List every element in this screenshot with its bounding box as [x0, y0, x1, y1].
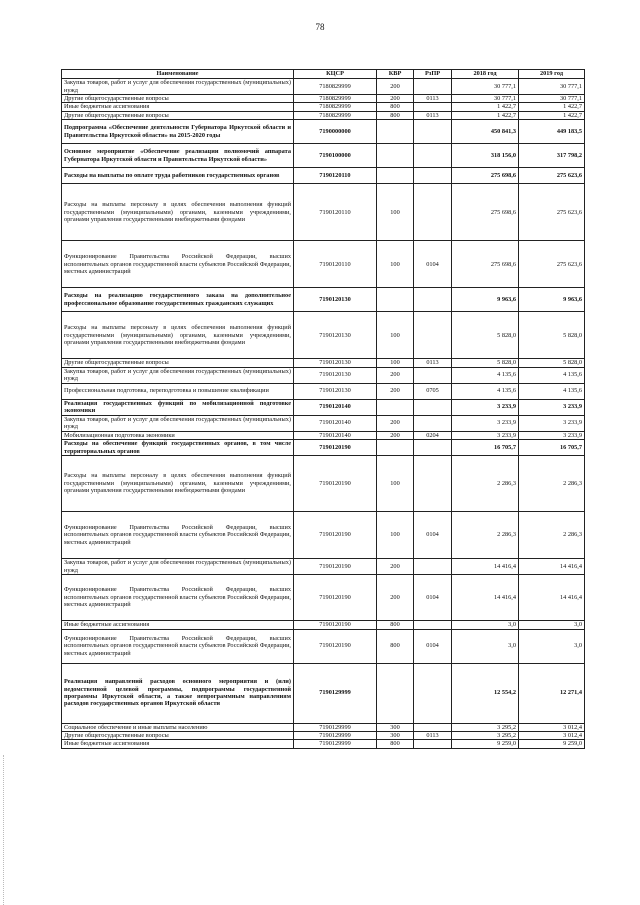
row-rzpr: 0104: [414, 575, 452, 621]
table-row: [62, 575, 585, 621]
row-rzpr: [414, 723, 452, 731]
table-row: [62, 288, 585, 312]
row-code: 7190120190: [294, 512, 377, 559]
row-value-2019: 9 963,6: [519, 288, 585, 312]
table-row: [62, 144, 585, 168]
row-value-2019: 12 271,4: [519, 663, 585, 723]
row-kvr: [377, 120, 414, 144]
row-value-2018: 2 286,3: [452, 512, 519, 559]
row-value-2018: 275 698,6: [452, 184, 519, 241]
row-rzpr: [414, 456, 452, 512]
row-rzpr: [414, 740, 452, 748]
row-kvr: 100: [377, 184, 414, 241]
row-value-2019: 3 012,4: [519, 723, 585, 731]
table-row: [62, 111, 585, 119]
row-kvr: [377, 144, 414, 168]
row-name: Иные бюджетные ассигнования: [62, 740, 294, 748]
row-code: 7190120130: [294, 359, 377, 367]
table-row: [62, 367, 585, 383]
row-name: Подпрограмма «Обеспечение деятельности Губернатора Иркутской области и Правительства Иркутской области» на 2015-2020 годы: [62, 120, 294, 144]
row-rzpr: [414, 79, 452, 95]
row-code: 7190120190: [294, 440, 377, 456]
row-rzpr: 0113: [414, 359, 452, 367]
row-name: Основное мероприятие «Обеспечение реализации полномочий аппарата Губернатора Иркутской области и Правительства Иркутской области»: [62, 144, 294, 168]
table-row: [62, 415, 585, 431]
row-code: 7190129999: [294, 731, 377, 739]
row-name: Расходы на выплаты персоналу в целях обеспечения выполнения функций государственными (муниципальными) органами, казенными учреждениями, органами управления государственными внебюджетными фондами: [62, 184, 294, 241]
row-value-2018: 1 422,7: [452, 111, 519, 119]
table-header-row: [62, 70, 585, 79]
row-value-2019: 4 135,6: [519, 367, 585, 383]
row-name: Мобилизационная подготовка экономики: [62, 431, 294, 439]
row-rzpr: [414, 663, 452, 723]
row-value-2019: 3 233,9: [519, 431, 585, 439]
row-name: Закупка товаров, работ и услуг для обеспечения государственных (муниципальных) нужд: [62, 415, 294, 431]
row-rzpr: 0104: [414, 629, 452, 663]
row-name: Расходы на выплаты по оплате труда работников государственных органов: [62, 168, 294, 184]
row-name: Другие общегосударственные вопросы: [62, 111, 294, 119]
row-name: Профессиональная подготовка, переподготовка и повышение квалификации: [62, 383, 294, 399]
row-rzpr: [414, 440, 452, 456]
row-code: 7190120140: [294, 431, 377, 439]
row-code: 7190120110: [294, 241, 377, 288]
row-kvr: [377, 663, 414, 723]
row-value-2018: 9 963,6: [452, 288, 519, 312]
row-value-2018: 3,0: [452, 629, 519, 663]
row-name: Функционирование Правительства Российской Федерации, высших исполнительных органов государственной власти субъектов Российской Федерации, местных администраций: [62, 241, 294, 288]
row-value-2018: 30 777,1: [452, 79, 519, 95]
row-code: 7180829999: [294, 111, 377, 119]
table-row: [62, 312, 585, 359]
row-code: 7180829999: [294, 103, 377, 111]
table-row: [62, 663, 585, 723]
row-value-2018: 318 156,0: [452, 144, 519, 168]
row-value-2018: 5 828,0: [452, 359, 519, 367]
row-code: 7190120190: [294, 575, 377, 621]
row-value-2018: 3,0: [452, 621, 519, 629]
row-code: 7190120190: [294, 456, 377, 512]
row-value-2019: 5 828,0: [519, 359, 585, 367]
row-value-2018: 3 233,9: [452, 431, 519, 439]
row-value-2019: 275 623,6: [519, 241, 585, 288]
row-name: Расходы на выплаты персоналу в целях обеспечения выполнения функций государственными (муниципальными) органами, казенными учреждениями, органами управления государственными внебюджетными фондами: [62, 456, 294, 512]
row-value-2019: 5 828,0: [519, 312, 585, 359]
row-name: Закупка товаров, работ и услуг для обеспечения государственных (муниципальных) нужд: [62, 79, 294, 95]
row-rzpr: 0113: [414, 731, 452, 739]
row-value-2019: 14 416,4: [519, 575, 585, 621]
row-value-2019: 3 012,4: [519, 731, 585, 739]
table-row: [62, 740, 585, 748]
row-code: 7190100000: [294, 144, 377, 168]
row-kvr: 200: [377, 415, 414, 431]
row-value-2018: 12 554,2: [452, 663, 519, 723]
row-code: 7190000000: [294, 120, 377, 144]
row-name: Расходы на реализацию государственного заказа на дополнительное профессиональное образование государственных гражданских служащих: [62, 288, 294, 312]
row-kvr: [377, 399, 414, 415]
row-rzpr: [414, 103, 452, 111]
row-rzpr: 0705: [414, 383, 452, 399]
row-value-2019: 4 135,6: [519, 383, 585, 399]
row-kvr: 100: [377, 241, 414, 288]
row-rzpr: 0113: [414, 95, 452, 103]
row-rzpr: [414, 621, 452, 629]
table-row: [62, 431, 585, 439]
row-name: Иные бюджетные ассигнования: [62, 621, 294, 629]
header-name: Наименование: [62, 70, 294, 79]
row-code: 7190120190: [294, 559, 377, 575]
row-kvr: 800: [377, 621, 414, 629]
header-2018: 2018 год: [452, 70, 519, 79]
table-row: [62, 383, 585, 399]
row-kvr: 800: [377, 740, 414, 748]
row-value-2019: 275 623,6: [519, 168, 585, 184]
row-kvr: 100: [377, 359, 414, 367]
row-name: Реализация государственных функций по мобилизационной подготовке экономики: [62, 399, 294, 415]
row-value-2018: 2 286,3: [452, 456, 519, 512]
row-name: Иные бюджетные ассигнования: [62, 103, 294, 111]
row-kvr: 100: [377, 456, 414, 512]
header-2019: 2019 год: [519, 70, 585, 79]
row-value-2018: 3 233,9: [452, 399, 519, 415]
header-kvr: КВР: [377, 70, 414, 79]
row-value-2019: 1 422,7: [519, 111, 585, 119]
row-value-2018: 3 295,2: [452, 731, 519, 739]
table-row: [62, 95, 585, 103]
table-row: [62, 184, 585, 241]
row-rzpr: [414, 288, 452, 312]
table-row: [62, 120, 585, 144]
row-rzpr: [414, 367, 452, 383]
row-kvr: 100: [377, 512, 414, 559]
row-value-2018: 4 135,6: [452, 367, 519, 383]
row-code: 7190129999: [294, 723, 377, 731]
budget-table: [61, 69, 585, 749]
row-value-2019: 2 286,3: [519, 512, 585, 559]
row-name: Функционирование Правительства Российской Федерации, высших исполнительных органов государственной власти субъектов Российской Федерации, местных администраций: [62, 575, 294, 621]
row-code: 7190120130: [294, 367, 377, 383]
row-code: 7190129999: [294, 663, 377, 723]
row-name: Социальное обеспечение и иные выплаты населению: [62, 723, 294, 731]
row-code: 7190129999: [294, 740, 377, 748]
row-kvr: [377, 440, 414, 456]
row-kvr: 200: [377, 95, 414, 103]
row-value-2019: 449 183,5: [519, 120, 585, 144]
row-name: Другие общегосударственные вопросы: [62, 359, 294, 367]
row-value-2019: 3 233,9: [519, 415, 585, 431]
row-value-2018: 16 705,7: [452, 440, 519, 456]
table-row: [62, 512, 585, 559]
row-kvr: 200: [377, 575, 414, 621]
row-code: 7180829999: [294, 79, 377, 95]
row-rzpr: 0104: [414, 241, 452, 288]
row-code: 7180829999: [294, 95, 377, 103]
table-row: [62, 168, 585, 184]
row-name: Расходы на выплаты персоналу в целях обеспечения выполнения функций государственными (муниципальными) органами, казенными учреждениями, органами управления государственными внебюджетными фондами: [62, 312, 294, 359]
row-rzpr: [414, 312, 452, 359]
row-rzpr: [414, 168, 452, 184]
row-name: Другие общегосударственные вопросы: [62, 95, 294, 103]
row-value-2019: 9 259,0: [519, 740, 585, 748]
row-rzpr: [414, 399, 452, 415]
row-rzpr: [414, 184, 452, 241]
row-value-2019: 1 422,7: [519, 103, 585, 111]
row-kvr: [377, 168, 414, 184]
row-value-2019: 3 233,9: [519, 399, 585, 415]
table-row: [62, 629, 585, 663]
row-value-2018: 9 259,0: [452, 740, 519, 748]
row-rzpr: 0204: [414, 431, 452, 439]
row-code: 7190120110: [294, 184, 377, 241]
page-number: 78: [315, 22, 325, 32]
row-kvr: 800: [377, 103, 414, 111]
row-value-2019: 16 705,7: [519, 440, 585, 456]
row-code: 7190120130: [294, 383, 377, 399]
row-rzpr: [414, 144, 452, 168]
row-value-2018: 1 422,7: [452, 103, 519, 111]
row-name: Функционирование Правительства Российской Федерации, высших исполнительных органов государственной власти субъектов Российской Федерации, местных администраций: [62, 512, 294, 559]
table-row: [62, 723, 585, 731]
row-value-2019: 275 623,6: [519, 184, 585, 241]
row-code: 7190120190: [294, 629, 377, 663]
row-code: 7190120130: [294, 312, 377, 359]
row-value-2018: 14 416,4: [452, 575, 519, 621]
row-value-2018: 275 698,6: [452, 241, 519, 288]
row-value-2019: 3,0: [519, 629, 585, 663]
row-value-2019: 30 777,1: [519, 95, 585, 103]
row-value-2018: 5 828,0: [452, 312, 519, 359]
table-row: [62, 359, 585, 367]
row-value-2019: 3,0: [519, 621, 585, 629]
row-code: 7190120110: [294, 168, 377, 184]
table-row: [62, 440, 585, 456]
row-name: Другие общегосударственные вопросы: [62, 731, 294, 739]
row-value-2019: 30 777,1: [519, 79, 585, 95]
row-name: Функционирование Правительства Российской Федерации, высших исполнительных органов государственной власти субъектов Российской Федерации, местных администраций: [62, 629, 294, 663]
row-code: 7190120140: [294, 399, 377, 415]
header-code: КЦСР: [294, 70, 377, 79]
row-value-2018: 3 295,2: [452, 723, 519, 731]
table-row: [62, 241, 585, 288]
row-kvr: 300: [377, 731, 414, 739]
table-row: [62, 456, 585, 512]
row-kvr: 200: [377, 383, 414, 399]
row-value-2019: 317 798,2: [519, 144, 585, 168]
table-row: [62, 103, 585, 111]
row-rzpr: [414, 559, 452, 575]
row-code: 7190120190: [294, 621, 377, 629]
row-rzpr: 0113: [414, 111, 452, 119]
row-value-2018: 3 233,9: [452, 415, 519, 431]
header-rzpr: РзПР: [414, 70, 452, 79]
row-name: Закупка товаров, работ и услуг для обеспечения государственных (муниципальных) нужд: [62, 367, 294, 383]
row-code: 7190120140: [294, 415, 377, 431]
row-value-2018: 14 416,4: [452, 559, 519, 575]
row-rzpr: [414, 120, 452, 144]
row-code: 7190120130: [294, 288, 377, 312]
row-kvr: 200: [377, 559, 414, 575]
row-kvr: 100: [377, 312, 414, 359]
table-row: [62, 399, 585, 415]
row-name: Расходы на обеспечение функций государственных органов, в том числе территориальных органов: [62, 440, 294, 456]
table-row: [62, 559, 585, 575]
row-value-2019: 2 286,3: [519, 456, 585, 512]
row-kvr: 800: [377, 629, 414, 663]
row-value-2018: 275 698,6: [452, 168, 519, 184]
row-value-2018: 450 841,3: [452, 120, 519, 144]
table-row: [62, 731, 585, 739]
scan-edge-mark: [3, 755, 5, 905]
row-value-2019: 14 416,4: [519, 559, 585, 575]
row-rzpr: 0104: [414, 512, 452, 559]
table-body: [62, 79, 585, 749]
row-kvr: 800: [377, 111, 414, 119]
row-value-2018: 30 777,1: [452, 95, 519, 103]
table-row: [62, 79, 585, 95]
row-name: Закупка товаров, работ и услуг для обеспечения государственных (муниципальных) нужд: [62, 559, 294, 575]
row-kvr: 200: [377, 431, 414, 439]
row-kvr: [377, 288, 414, 312]
row-rzpr: [414, 415, 452, 431]
table-row: [62, 621, 585, 629]
row-name: Реализация направлений расходов основного мероприятия и (или) ведомственной целевой программы, подпрограммы государственной программы Иркутской области, а также непрограммным направлениям расходов государственных органов Иркутской области: [62, 663, 294, 723]
row-kvr: 300: [377, 723, 414, 731]
row-kvr: 200: [377, 79, 414, 95]
row-kvr: 200: [377, 367, 414, 383]
row-value-2018: 4 135,6: [452, 383, 519, 399]
